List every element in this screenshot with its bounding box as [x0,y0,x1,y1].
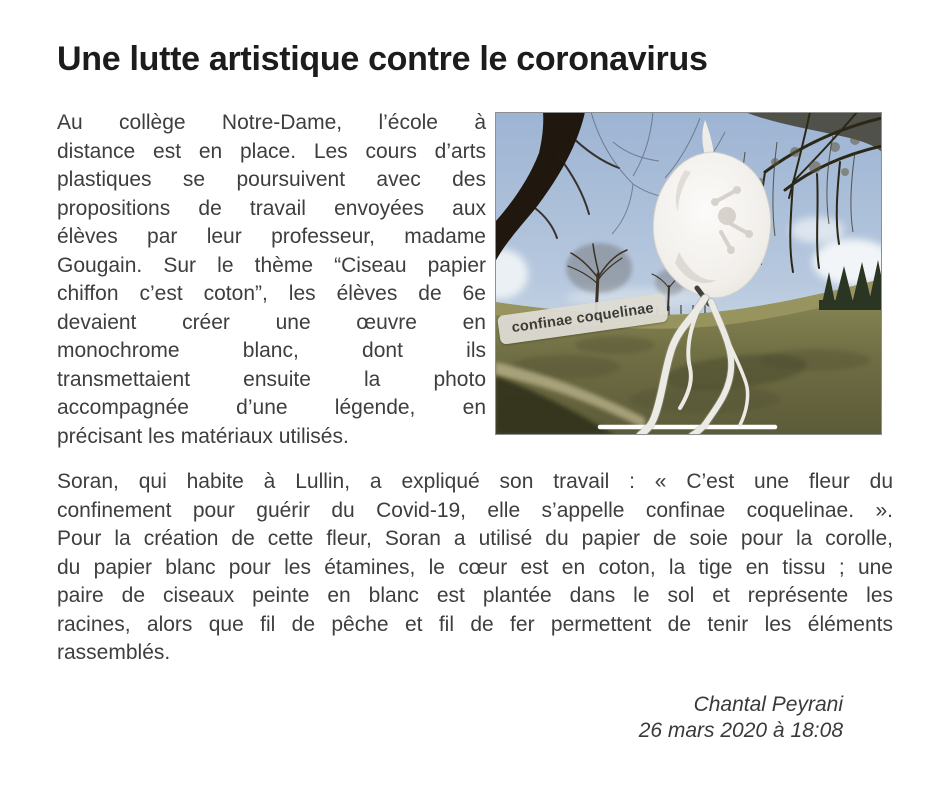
text-line: plastiques se poursuivent avec des [57,168,486,191]
text-line: racines, alors que fil de pêche et fil de fer permettent de tenir les éléments [57,612,893,636]
text-line: propositions de travail envoyées aux [57,196,486,220]
text-line: précisant les matériaux utilisés. [57,424,349,448]
text-line: Pour la création de cette fleur, Soran a utilisé du papier de soie pour la corolle, [57,527,893,550]
text-line: devaient créer une œuvre en [57,310,486,334]
byline-datetime: 26 mars 2020 à 18:08 [638,719,843,742]
text-line: confinement pour guérir du Covid-19, elle s’appelle confinae coquelinae. ». [57,498,893,522]
text-line: Au collège Notre-Dame, l’école à [57,111,486,134]
article-photo [495,112,882,435]
text-line: monochrome blanc, dont ils [57,339,486,362]
paragraph-1 [57,109,486,451]
text-line: élèves par leur professeur, madame [57,225,486,248]
byline-author: Chantal Peyrani [693,693,843,716]
text-line: paire de ciseaux peinte en blanc est plantée dans le sol et représente les [57,584,893,607]
text-line: accompagnée d’une légende, en [57,396,486,419]
byline [443,692,843,744]
text-line: Soran, qui habite à Lullin, a expliqué son travail : « C’est une fleur du [57,470,893,493]
text-line: rassemblés. [57,641,171,664]
text-line: chiffon c’est coton”, les élèves de 6e [57,282,486,305]
text-line: transmettaient ensuite la photo [57,367,486,391]
text-line: du papier blanc pour les étamines, le cœur est en coton, la tige en tissu ; une [57,555,893,579]
text-line: Gougain. Sur le thème “Ciseau papier [57,253,486,277]
photo-illustration [495,112,882,435]
photo-label-sticker: confinae coquelinae [497,293,669,345]
paragraph-2 [57,468,893,668]
text-line: distance est en place. Les cours d’arts [57,139,486,163]
article-title: Une lutte artistique contre le coronavirus [57,39,708,78]
